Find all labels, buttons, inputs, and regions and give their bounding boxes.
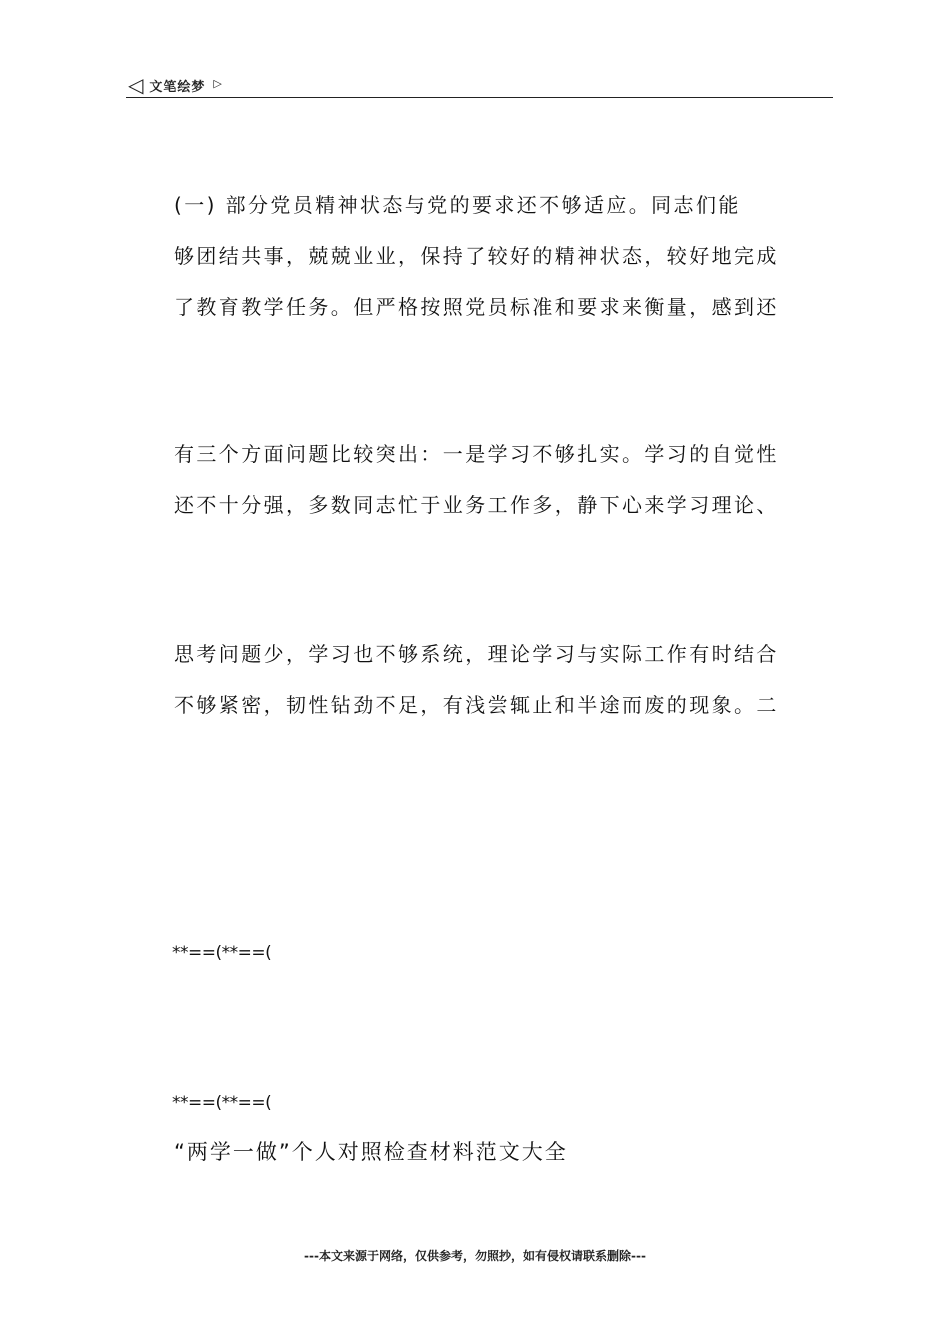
footer-disclaimer: ---本文来源于网络，仅供参考，勿照抄，如有侵权请联系删除--- [304, 1249, 646, 1263]
triangle-right-icon: ▷ [213, 76, 222, 90]
header-divider [126, 97, 833, 98]
page-header [128, 74, 222, 96]
paragraph-2-line-1: 有三个方面问题比较突出：一是学习不够扎实。学习的自觉性 [174, 442, 779, 466]
paragraph-1-line-1: (一) 部分党员精神状态与党的要求还不够适应。同志们能 [174, 193, 741, 217]
paragraph-3-line-1: 思考问题少，学习也不够系统，理论学习与实际工作有时结合 [174, 642, 779, 666]
paragraph-1-line-3: 了教育教学任务。但严格按照党员标准和要求来衡量，感到还 [174, 295, 779, 319]
symbol-line-1: **==(**==( [172, 943, 272, 963]
paragraph-3-line-2: 不够紧密，韧性钻劲不足，有浅尝辄止和半途而废的现象。二 [174, 693, 779, 717]
document-title: “两学一做”个人对照检查材料范文大全 [174, 1140, 568, 1164]
triangle-left-icon: ◁ [128, 73, 144, 97]
paragraph-1-line-2: 够团结共事，兢兢业业，保持了较好的精神状态，较好地完成 [174, 244, 779, 268]
symbol-line-2: **==(**==( [172, 1093, 272, 1113]
paragraph-2-line-2: 还不十分强，多数同志忙于业务工作多，静下心来学习理论、 [174, 493, 779, 517]
header-title: 文笔绘梦 [149, 79, 206, 95]
